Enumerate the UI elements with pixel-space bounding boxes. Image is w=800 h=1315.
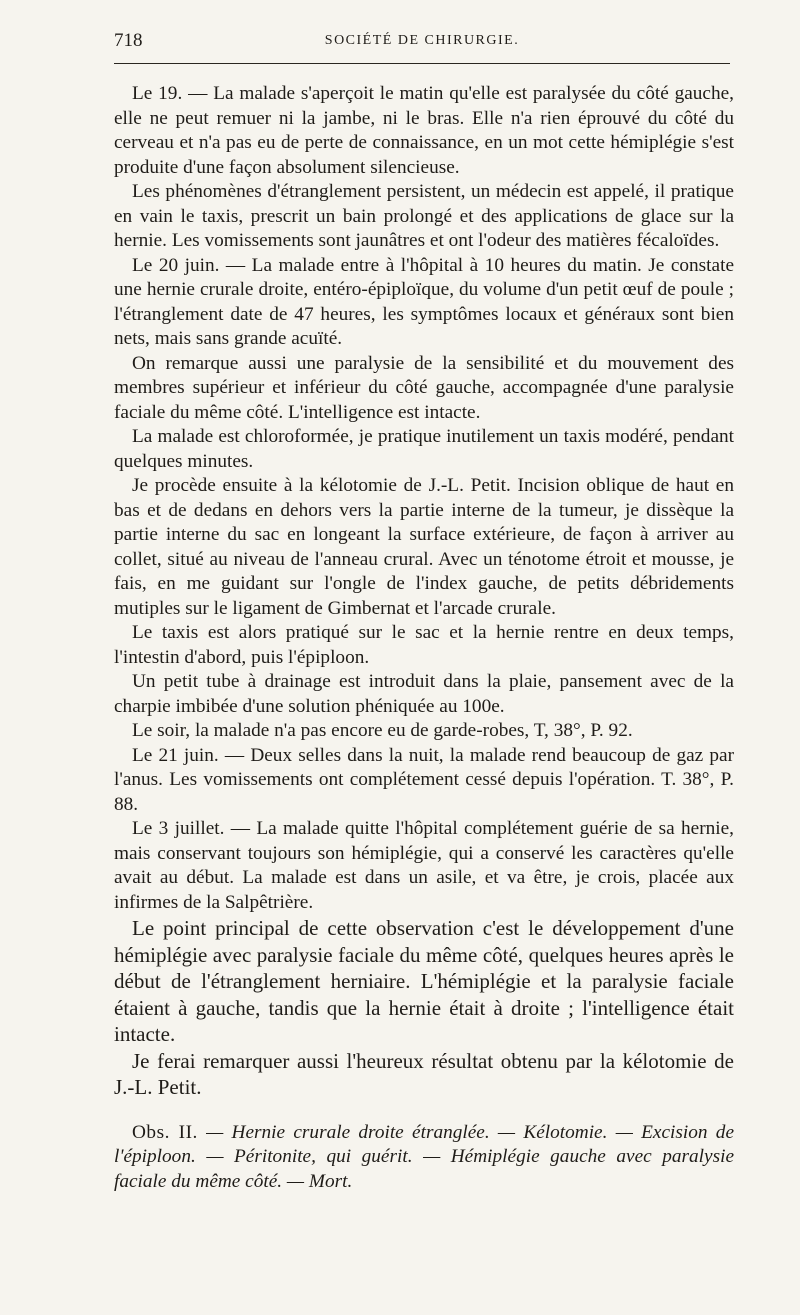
page-body [114, 82, 734, 1194]
observation-heading [114, 1121, 734, 1195]
paragraph: Je procède ensuite à la kélotomie de J.-L. Petit. Incision oblique de haut en bas et de dedans en dehors vers la partie interne de la tumeur, je dissèque la partie interne du sac en longeant la surface extérieure, de façon à arriver au collet, situé au niveau de l'anneau crural. Avec un ténotome étroit et mousse, je fais, en me guidant sur l'ongle de l'index gauche, de petits débridements mutiples sur le ligament de Gimbernat et l'arcade crurale. [114, 475, 734, 619]
paragraph: On remarque aussi une paralysie de la sensibilité et du mouvement des membres supérieur et inférieur du côté gauche, accompagnée d'une paralysie faciale du même côté. L'intelligence est intacte. [114, 352, 734, 423]
paragraph: Le soir, la malade n'a pas encore eu de garde-robes, T, 38°, P. 92. [132, 720, 633, 741]
running-title: SOCIÉTÉ DE CHIRURGIE. [324, 33, 520, 48]
paragraph: Le taxis est alors pratiqué sur le sac et la hernie rentre en deux temps, l'intestin d'abord, puis l'épiploon. [114, 622, 734, 668]
paragraph: Le 20 juin. — La malade entre à l'hôpital à 10 heures du matin. Je constate une hernie crurale droite, entéro-épiploïque, du volume d'un petit œuf de poule ; l'étranglement date de 47 heures, les symptômes locaux et généraux sont bien nets, mais sans grande acuïté. [114, 254, 734, 349]
paragraph: Le 3 juillet. — La malade quitte l'hôpital complétement guérie de sa hernie, mais conservant toujours son hémiplégie, qui a conservé les caractères qu'elle avait au début. La malade est dans un asile, et va être, je crois, placée aux infirmes de la Salpêtrière. [114, 818, 734, 913]
paragraph: La malade est chloroformée, je pratique inutilement un taxis modéré, pendant quelques minutes. [114, 426, 734, 472]
page-number: 718 [114, 30, 143, 51]
observation-title: — Hernie crurale droite étranglée. — Kélotomie. — Excision de l'épiploon. — Péritonite, qui guérit. — Hémiplégie gauche avec paralysie faciale du même côté. — Mort. [114, 1121, 734, 1192]
paragraph: Le 21 juin. — Deux selles dans la nuit, la malade rend beaucoup de gaz par l'anus. Les vomissements ont complétement cessé depuis l'opération. T. 38°, P. 88. [114, 744, 734, 815]
header-rule [114, 63, 730, 64]
commentary-paragraph: Le point principal de cette observation c'est le développement d'une hémiplégie avec paralysie faciale du même côté, quelques heures après le début de l'étranglement herniaire. L'hémiplégie et la paralysie faciale étaient à gauche, tandis que la hernie était à droite ; l'intelligence était intacte. [114, 916, 734, 1046]
paragraph: Les phénomènes d'étranglement persistent, un médecin est appelé, il pratique en vain le taxis, prescrit un bain prolongé et des applications de glace sur la hernie. Les vomissements sont jaunâtres et ont l'odeur des matières fécaloïdes. [114, 181, 734, 251]
observation-label: Obs. II. [132, 1121, 198, 1143]
page-header [114, 30, 730, 60]
commentary-paragraph: Je ferai remarquer aussi l'heureux résultat obtenu par la kélotomie de J.-L. Petit. [114, 1048, 734, 1099]
paragraph: Le 19. — La malade s'aperçoit le matin qu'elle est paralysée du côté gauche, elle ne peut remuer ni la jambe, ni le bras. Elle n'a rien éprouvé du côté du cerveau et n'a pas eu de perte de connaissance, en un mot cette hémiplégie s'est produite d'une façon absolument silencieuse. [114, 83, 734, 178]
paragraph: Un petit tube à drainage est introduit dans la plaie, pansement avec de la charpie imbibée d'une solution phéniquée au 100e. [114, 671, 734, 717]
